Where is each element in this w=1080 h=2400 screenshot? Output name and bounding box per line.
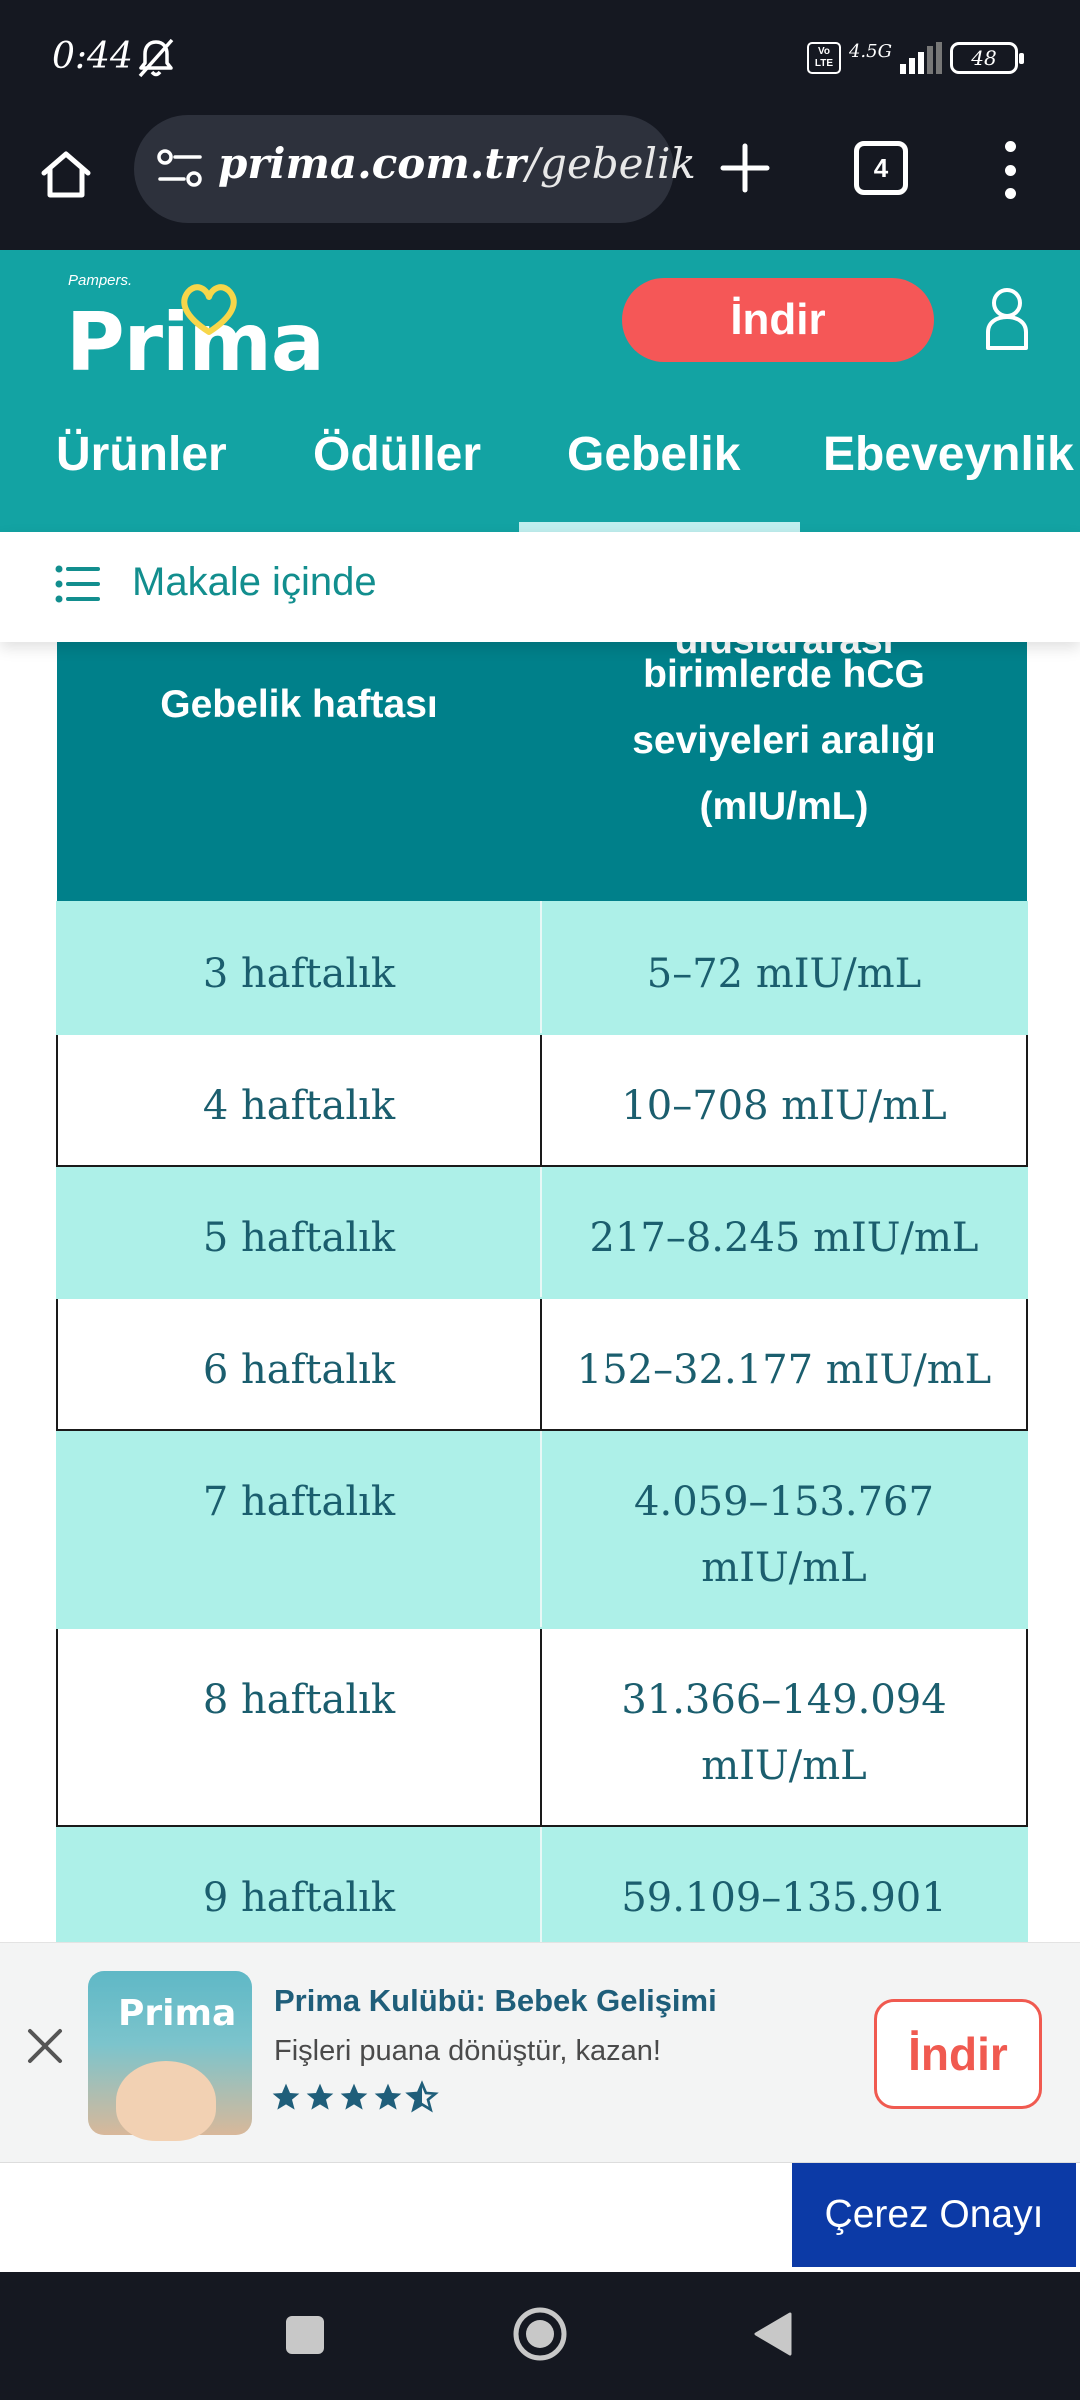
header-hcg [541,642,1027,902]
promo-download-button[interactable]: İndir [874,1999,1042,2109]
table-row [57,1034,1027,1166]
app-thumbnail [88,1971,252,2135]
status-bar [0,0,1080,115]
download-app-button[interactable]: İndir [622,278,934,362]
promo-title: Prima Kulübü: Bebek Gelişimi [274,1983,717,2018]
baby-image [116,2061,216,2141]
cell-range: 217–8.245 mIU/mL [541,1166,1027,1298]
star-icon [338,2081,370,2113]
table-row [57,902,1027,1034]
thumb-logo: Prima [118,1993,237,2034]
cell-week: 5 haftalık [57,1166,541,1298]
home-nav-icon[interactable] [512,2306,568,2362]
promo-subtitle: Fişleri puana dönüştür, kazan! [274,2035,661,2067]
status-icons [807,38,1018,78]
url-text[interactable] [218,139,696,188]
cell-range: 10–708 mIU/mL [541,1034,1027,1166]
table-row [57,1166,1027,1298]
cookie-strip [0,2162,1080,2270]
cell-week: 7 haftalık [57,1430,541,1628]
recents-button[interactable] [286,2316,324,2354]
site-settings-icon[interactable] [156,147,204,191]
article-contents-bar[interactable] [0,532,1080,642]
table-row [57,1628,1027,1826]
tab-switcher-button[interactable]: 4 [854,141,908,195]
table-row [57,1298,1027,1430]
back-icon[interactable] [752,2310,792,2358]
system-nav-bar [0,2272,1080,2400]
star-icon [372,2081,404,2113]
browser-toolbar [0,115,1080,250]
table-header-row [57,642,1027,902]
url-host: prima.com.tr [218,139,526,188]
list-icon [54,562,100,606]
bell-off-icon [134,36,178,80]
cell-week: 4 haftalık [57,1034,541,1166]
status-time: 0:44 [52,36,133,77]
logo-text: Prima [66,296,324,389]
nav-tab-urunler[interactable]: Ürünler [56,428,227,481]
signal-icon [900,42,942,74]
main-nav [0,410,1080,532]
app-promo-banner [0,1942,1080,2162]
home-button[interactable] [30,139,102,211]
battery-icon [950,42,1018,74]
prima-logo[interactable] [66,268,324,398]
plus-icon [720,143,770,193]
cell-range: 4.059–153.767 mIU/mL [541,1430,1027,1628]
battery-level: 48 [971,46,997,70]
header-week: Gebelik haftası [57,642,541,902]
close-icon[interactable] [24,2025,66,2067]
cell-week: 9 haftalık [57,1826,541,2024]
hcg-table [56,642,1026,1942]
table-row [57,1430,1027,1628]
url-path: /gebelik [525,139,696,188]
header-hcg-text: birimlerde hCG seviyeleri aralığı (mIU/mL) [632,653,936,828]
cell-week: 3 haftalık [57,902,541,1034]
home-icon [38,147,94,203]
star-icon [304,2081,336,2113]
cookie-consent-button[interactable]: Çerez Onayı [792,2163,1076,2267]
cell-range: 31.366–149.094 mIU/mL [541,1628,1027,1826]
address-bar[interactable] [134,115,696,223]
volte-badge: Vo LTE [807,42,841,74]
browser-menu-button[interactable] [990,133,1030,207]
cell-range: 152–32.177 mIU/mL [541,1298,1027,1430]
site-header [0,250,1080,532]
network-type: 4.5G [848,40,892,62]
cell-week: 8 haftalık [57,1628,541,1826]
article-contents-label: Makale içinde [132,560,377,604]
half-star-icon [406,2081,438,2113]
rating-stars [270,2081,438,2113]
nav-tab-ebeveynlik[interactable]: Ebeveynlik [823,428,1074,481]
cell-range: 59.109–135.901 [541,1826,1027,2024]
new-tab-button[interactable] [708,131,782,205]
heart-icon [174,280,244,340]
cell-range: 5–72 mIU/mL [541,902,1027,1034]
user-icon[interactable] [982,286,1032,352]
nav-tab-gebelik[interactable]: Gebelik [567,410,740,532]
nav-tab-oduller[interactable]: Ödüller [313,428,482,481]
logo-pampers: Pampers. [68,272,133,289]
star-icon [270,2081,302,2113]
cell-week: 6 haftalık [57,1298,541,1430]
